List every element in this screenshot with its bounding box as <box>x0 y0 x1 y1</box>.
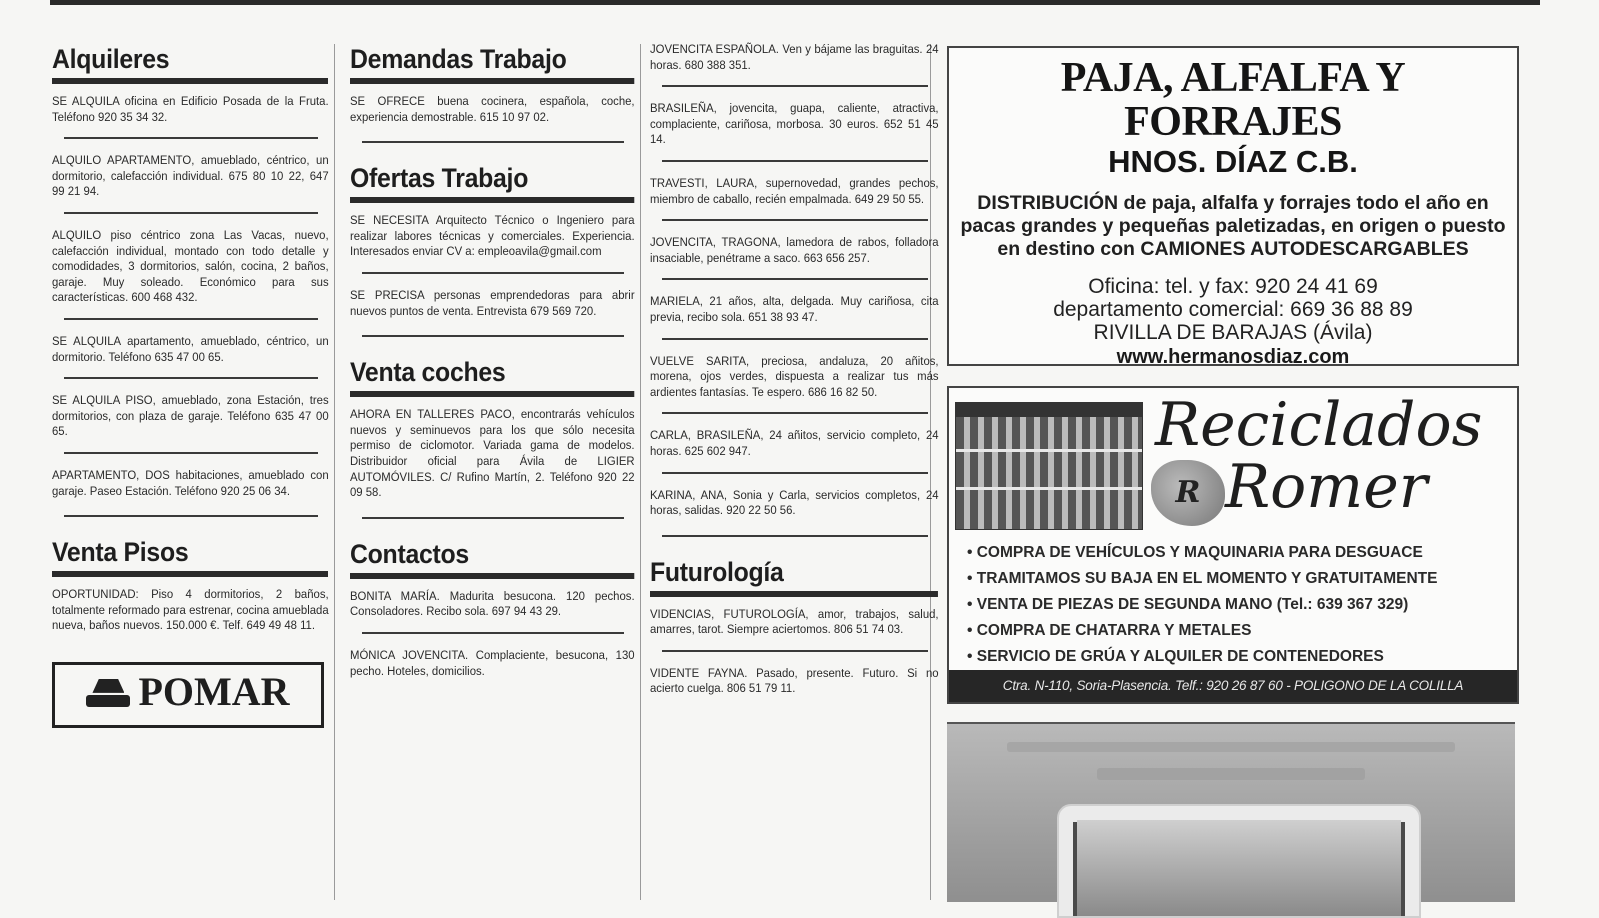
column-divider <box>334 44 335 900</box>
computer-advert <box>947 722 1515 902</box>
ad-separator <box>662 338 928 340</box>
classified-ad: VUELVE SARITA, preciosa, andaluza, 20 añitos, morena, ojos verdes, dispuesta a realizar tus más ardientes fantasías. Te espero. 686 16 82 50. <box>650 353 939 399</box>
section-heading-futurologia: Futurología <box>650 555 938 597</box>
romer-logo-icon: R <box>1151 460 1225 526</box>
column-trabajo <box>350 42 636 900</box>
column-alquileres <box>52 42 330 900</box>
column-divider <box>640 44 641 900</box>
ad-separator <box>662 278 928 280</box>
classified-ad: SE OFRECE buena cocinera, española, coche, experiencia demostrable. 615 10 97 02. <box>350 94 635 124</box>
service-item: • SERVICIO DE GRÚA Y ALQUILER DE CONTENEDORES <box>967 644 1509 670</box>
classified-ad: OPORTUNIDAD: Piso 4 dormitorios, 2 baños, totalmente reformado para estrenar, cocina amueblada nueva, baños nuevos. 150.000 €. Telf. 649 49 48 11. <box>52 587 329 633</box>
classified-ad: JOVENCITA, TRAGONA, lamedora de rabos, folladora insaciable, penétrame a saco. 663 656 257. <box>650 235 939 265</box>
paja-office-phone: Oficina: tel. y fax: 920 24 41 69 <box>1088 275 1378 298</box>
reciclados-services-list <box>967 540 1509 670</box>
advert-faded-text <box>1007 742 1455 752</box>
monitor-image <box>1057 804 1421 918</box>
pomar-logo-icon <box>86 679 130 709</box>
pomar-advert <box>52 662 324 728</box>
paja-desc-rest: de paja, alfalfa y forrajes todo el año en pacas grandes y pequeñas paletizadas, en origen o puesto en destino con CAMIONES AUTODESCARGABLES <box>960 192 1506 260</box>
top-rule <box>50 0 1540 5</box>
classified-ad: SE ALQUILA oficina en Edificio Posada de la Fruta. Teléfono 920 35 34 32. <box>52 94 329 124</box>
service-item: • COMPRA DE VEHÍCULOS Y MAQUINARIA PARA DESGUACE <box>967 540 1509 566</box>
building-photo <box>955 402 1143 530</box>
classified-ad: VIDENTE FAYNA. Pasado, presente. Futuro. Si no acierto cuelga. 806 51 79 11. <box>650 665 939 696</box>
classified-ad: SE ALQUILA apartamento, amueblado, céntrico, un dormitorio. Teléfono 635 47 00 65. <box>52 333 329 364</box>
pomar-name: POMAR <box>138 668 290 714</box>
ad-separator <box>662 160 928 162</box>
paja-alfalfa-advert <box>947 46 1519 366</box>
section-heading-venta-pisos: Venta Pisos <box>52 535 328 577</box>
ad-separator <box>662 650 928 652</box>
classified-ad: MÓNICA JOVENCITA. Complaciente, besucona, 130 pecho. Hoteles, domicilios. <box>350 647 635 678</box>
ad-separator <box>64 318 318 320</box>
section-separator <box>64 515 318 517</box>
classified-ad: BONITA MARÍA. Madurita besucona. 120 pechos. Consoladores. Recibo sola. 697 94 43 29. <box>350 588 635 619</box>
paja-advert-description <box>959 192 1507 261</box>
paja-location: RIVILLA DE BARAJAS (Ávila) <box>1093 321 1373 344</box>
classified-ad: APARTAMENTO, DOS habitaciones, amueblado con garaje. Paseo Estación. Teléfono 920 25 06 34. <box>52 467 329 498</box>
section-separator <box>362 517 624 519</box>
ad-separator <box>662 219 928 221</box>
paja-commercial-phone: departamento comercial: 669 36 88 89 <box>1053 298 1413 321</box>
section-separator <box>362 141 624 143</box>
section-heading-demandas: Demandas Trabajo <box>350 42 634 84</box>
paja-website: www.hermanosdiaz.com <box>1116 346 1350 368</box>
classified-ad: ALQUILO APARTAMENTO, amueblado, céntrico, un dormitorio, calefacción individual. 675 80 10 22, 647 99 21 94. <box>52 153 329 199</box>
ad-separator <box>362 272 624 274</box>
section-separator <box>362 335 624 337</box>
classified-ad: SE NECESITA Arquitecto Técnico o Ingeniero para realizar labores técnicas y comerciales. Experiencia. Interesados enviar CV a: empleoavila@gmail.com <box>350 213 635 259</box>
classified-ad: BRASILEÑA, jovencita, guapa, caliente, atractiva, complaciente, cariñosa, morbosa. 30 euros. 652 51 45 14. <box>650 101 939 147</box>
reciclados-address-bar: Ctra. N-110, Soria-Plasencia. Telf.: 920 26 87 60 - POLIGONO DE LA COLILLA <box>949 670 1517 702</box>
section-heading-ofertas: Ofertas Trabajo <box>350 161 634 203</box>
classified-ad: SE PRECISA personas emprendedoras para abrir nuevos puntos de venta. Entrevista 679 569 720. <box>350 287 635 318</box>
classified-ad: VIDENCIAS, FUTUROLOGÍA, amor, trabajos, salud, amarres, tarot. Siempre aciertomos. 806 51 74 03. <box>650 606 939 637</box>
paja-advert-subtitle: HNOS. DÍAZ C.B. <box>1108 144 1358 179</box>
classified-ad: CARLA, BRASILEÑA, 24 añitos, servicio completo, 24 horas. 625 602 947. <box>650 428 939 458</box>
ad-separator <box>64 212 318 214</box>
service-item: • COMPRA DE CHATARRA Y METALES <box>967 618 1509 644</box>
section-separator <box>662 535 928 537</box>
classified-ad: SE ALQUILA PISO, amueblado, zona Estación, tres dormitorios, con plaza de garaje. Teléfono 635 47 00 65. <box>52 393 329 439</box>
ad-separator <box>64 452 318 454</box>
ad-separator <box>662 412 928 414</box>
classified-ad: KARINA, ANA, Sonia y Carla, servicios completos, 24 horas, salidas. 920 22 50 56. <box>650 487 939 518</box>
ad-separator <box>662 85 928 87</box>
section-heading-contactos: Contactos <box>350 537 634 579</box>
ad-separator <box>64 377 318 379</box>
advert-faded-text <box>1097 768 1365 780</box>
classified-ad: TRAVESTI, LAURA, supernovedad, grandes pechos, miembro de caballo, recién empalmada. 649 29 50 55. <box>650 175 939 206</box>
classified-ad: JOVENCITA ESPAÑOLA. Ven y bájame las braguitas. 24 horas. 680 388 351. <box>650 42 939 72</box>
ad-separator <box>362 632 624 634</box>
section-heading-venta-coches: Venta coches <box>350 355 634 397</box>
classified-ad: AHORA EN TALLERES PACO, encontrarás vehículos nuevos y seminuevos para los que sólo necesita permiso de ciclomotor. Variada gama de modelos. Distribuidor oficial para Ávila de LIGIER AUTOMÓVILES. C/ Rufino Martín, 2. Teléfono 920 22 09 58. <box>350 407 635 500</box>
reciclados-title-line1: Reciclados <box>1155 390 1483 460</box>
ad-separator <box>64 137 318 139</box>
section-heading-alquileres: Alquileres <box>52 42 328 84</box>
paja-desc-strong: DISTRIBUCIÓN <box>977 192 1119 214</box>
ad-separator <box>662 472 928 474</box>
paja-advert-title: PAJA, ALFALFA Y FORRAJES <box>1060 55 1406 145</box>
classified-ad: MARIELA, 21 años, alta, delgada. Muy cariñosa, cita previa, recibo sola. 651 38 93 47. <box>650 294 939 324</box>
reciclados-title-line2: Romer <box>1225 452 1428 522</box>
classified-ad: ALQUILO piso céntrico zona Las Vacas, nuevo, calefacción individual, montado con todo detalle y comodidades, 3 dormitorios, salón, cocina, 2 baños, garaje. Muy soleado. Económico para sus características. 600 468 432. <box>52 227 329 305</box>
service-item: • TRAMITAMOS SU BAJA EN EL MOMENTO Y GRATUITAMENTE <box>967 566 1509 592</box>
column-contactos-futurologia <box>650 42 940 900</box>
reciclados-romer-advert <box>947 386 1519 704</box>
service-item: • VENTA DE PIEZAS DE SEGUNDA MANO (Tel.: 639 367 329) <box>967 592 1509 618</box>
